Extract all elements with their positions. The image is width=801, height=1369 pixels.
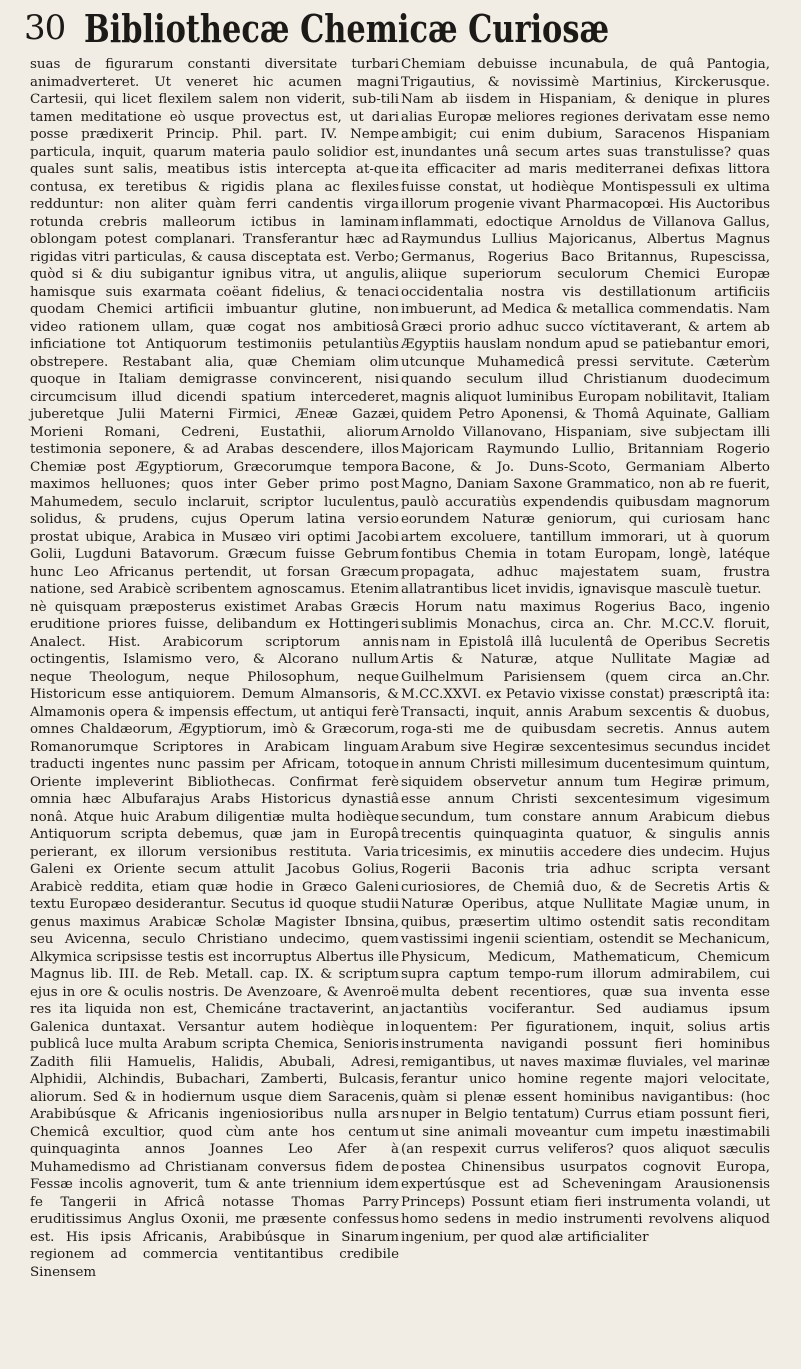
paragraph: suas de figurarum constanti diversitate turbari animadverteret. Ut veneret hic acumen magni Cartesii, qui licet flexilem salem non viderit, sub-tili tamen meditatione eò usque provectus est, ut dari posse prædixerit Princip. Phil. part. IV. Nempe particula, inquit, quarum materia paulo solidior est, quales sunt salis, meatibus istis intercepta at-que contusa, ex teretibus & rigidis plana ac flexiles redduntur: non aliter quàm ferri candentis virga rotunda crebris malleorum ictibus in laminam oblongam potest complanari. Transferantur hæc ad rigidas vitri particulas, & causa disceptata est. Verbo; quòd si & diu subigantur ignibus vitra, ut angulis, hamisque suis exarmata coëant fidelius, & tenaci quodam Chemici artificii imbuantur glutine, non video rationem ullam, quæ cogat nos ambitiosâ inficiatione tot Antiquorum testimoniis petulantiùs obstrepere. Restabant alia, quæ Chemiam olim quoque in Italiam demigrasse convincerent, nisi circumcisum illud dicendi spatium intercederet, juberetque Julii Materni Firmici, Æneæ Gazæi, Morieni Romani, Cedreni, Eustathii, aliorum testimonia seponere, & ad Arabas descendere, illos Chemiæ post Ægyptiorum, Græcorumque tempora maximos helluones; quos inter Geber primo post Mahumedem, seculo inclaruit, scriptor luculentus, solidus, & prudens, cujus Operum latina versio prostat ubique, Arabica in Musæo viri optimi Jacobi Golii, Lugduni Batavorum. Græcum fuisse Gebrum hunc Leo Africanus pertendit, ut forsan Græcum natione, sed Arabicè scribentem agnoscamus. Etenim nè quisquam præposterus existimet Arabas Græcis eruditione priores fuisse, delibandum ex Hottingeri Analect. Hist. Arabicorum scriptorum annis octingentis, Islamismo vero, & Alcorano nullum neque Theologum, neque Philosophum, neque Historicum esse antiquiorem. Demum Almansoris, & Almamonis opera & impensis effectum, ut antiqui ferè omnes Chaldæorum, Ægyptiorum, imò & Græcorum, Romanorumque Scriptores in Arabicam linguam traducti ingentes nunc passim per Africam, totoque Oriente impleverint Bibliothecas. Confirmat ferè omnia hæc Albufarajus Arabs Historicus dynastiâ nonâ. Atque huic Arabum diligentiæ multa hodièque Antiquorum scripta debemus, quæ jam in Europâ perierant, ex illorum versionibus restituta. Varia Galeni ex Oriente secum attulit Jacobus Golius, Arabicè reddita, etiam quæ hodie in Græco Galeni textu Europæo desiderantur. Secutus id quoque studii genus maximus Arabicæ Scholæ Magister Ibnsina, seu Avicenna, seculo Christiano undecimo, quem Alkymica scripsisse testis est incorruptus Albertus ille Magnus lib. III. de Reb. Metall. cap. IX. & scriptum ejus in ore & oculis nostris. De Avenzoare, & Avenroë res ita liquida non est, Chemicáne tractaverint, an Galenica duntaxat. Versantur autem hodièque in publicâ luce multa Arabum scripta Chemica, Senioris Zadith filii Hamuelis, Halidis, Abubali, Adresi, Alphidii, Alchindis, Bubachari, Zamberti, Bulcasis, aliorum. Sed & in hodiernum usque diem Saracenis, Arabibúsque & Africanis ingeniosioribus nulla ars Chemicâ excultior, quod cùm ante hos centum quinquaginta annos Joannes Leo Afer à Muhamedismo ad Christianam conversus fidem de Fessæ incolis agnoverit, tum & ante triennium idem fe Tangerii in Africâ notasse Thomas Parry eruditissimus Anglus Oxonii, me præsente confessus est. His ipsis Africanis, Arabibúsque in Sinarum regionem ad commercia ventitantibus credibile Sinensem <box>30 57 399 1280</box>
left-column <box>30 56 399 1281</box>
running-head: Bibliothecæ Chemicæ Curiosæ <box>84 6 610 51</box>
right-column <box>401 56 770 1246</box>
paragraph: Horum natu maximus Rogerius Baco, ingenio sublimis Monachus, circa an. Chr. M.CC.V. floruit, nam in Epistolâ illâ luculentâ de Operibus Secretis Artis & Naturæ, atque Nullitate Magiæ ad Guilhelmum Parisiensem (quem circa an.Chr. M.CC.XXVI. ex Petavio vixisse constat) præscriptâ ita: Transacti, inquit, annis Arabum sexcentis & duobus, roga-sti me de quibusdam secretis. Annus autem Arabum sive Hegiræ sexcentesimus secundus incidet in annum Christi millesimum ducentesimum quintum, siquidem observetur annum tum Hegiræ primum, esse annum Christi sexcentesimum vigesimum secundum, tum constare annum Arabicum diebus trecentis quinquaginta quatuor, & singulis annis tricesimis, ex minutiis accedere dies undecim. Hujus Rogerii Baconis tria adhuc scripta versant curiosiores, de Chemiâ duo, & de Secretis Artis & Naturæ Operibus, atque Nullitate Magiæ unum, in quibus, præsertim ultimo ostendit satis reconditam vastissimi ingenii scientiam, ostendit se Mechanicum, Physicum, Medicum, Mathematicum, Chemicum supra captum tempo-rum illorum admirabilem, cui multa debent recentiores, quæ sua inventa esse jactantiùs vociferantur. Sed audiamus ipsum loquentem: Per figurationem, inquit, solius artis instrumenta navigandi possunt fieri hominibus remigantibus, ut naves maximæ fluviales, vel marinæ ferantur unico homine regente majori velocitate, quàm si plenæ essent hominibus navigantibus: (hoc nuper in Belgio tentatum) Currus etiam possunt fieri, ut sine animali moveantur cum impetu inæstimabili (an respexit currus veliferos? quos aliquot sæculis postea Chinensibus usurpatos cognovit Europa, expertúsque est ad Scheveningam Arausionensis Princeps) Possunt etiam fieri instrumenta volandi, ut homo sedens in medio instrumenti revolvens aliquod ingenium, per quod alæ artificialiter <box>401 599 770 1245</box>
page-header <box>24 6 777 54</box>
paragraph: Chemiam debuisse incunabula, de quâ Pantogia, Trigautius, & novissimè Martinius, Kirckerusque. Nam ab iisdem in Hispaniam, & denique in plures alias Europæ meliores regiones derivatam esse nemo ambigit; cui enim dubium, Saracenos Hispaniam inundantes unâ secum artes suas transtulisse? quas ita efficaciter ad maris mediterranei defixas littora fuisse constat, ut hodièque Montispessuli ex ultima illorum progenie vivant Pharmacopœi. His Auctoribus inflammati, edoctique Arnoldus de Villanova Gallus, Raymundus Lullius Majoricanus, Albertus Magnus Germanus, Rogerius Baco Britannus, Rupescissa, aliique superiorum seculorum Chemici Europæ occidentalia nostra vis destillationum artificiis imbuerunt, ad Medica & metallica commendatis. Nam Græci prorio adhuc succo víctitaverant, & artem ab Ægyptiis hauslam nondum apud se patiebantur emori, utcunque Muhamedicâ pressi servitute. Cæterùm quando seculum illud Christianum duodecimum magnis aliquot luminibus Europam nobilitavit, Italiam quidem Petro Aponensi, & Thomâ Aquinate, Galliam Arnoldo Villanovano, Hispaniam, sive subjectam illi Majoricam Raymundo Lullio, Britanniam Rogerio Bacone, & Jo. Duns-Scoto, Germaniam Alberto Magno, Daniam Saxone Grammatico, non ab re fuerit, paulò accuratiùs expendendis quibusdam magnorum eorundem Naturæ geniorum, qui curiosam hanc artem excoluere, tantillum immorari, ut à quorum fontibus Chemia in totam Europam, longè, latéque propagata, adhuc majestatem suam, frustra allatrantibus licet invidis, ignavisque masculè tuetur. <box>401 57 770 597</box>
page-number: 30 <box>24 8 66 48</box>
